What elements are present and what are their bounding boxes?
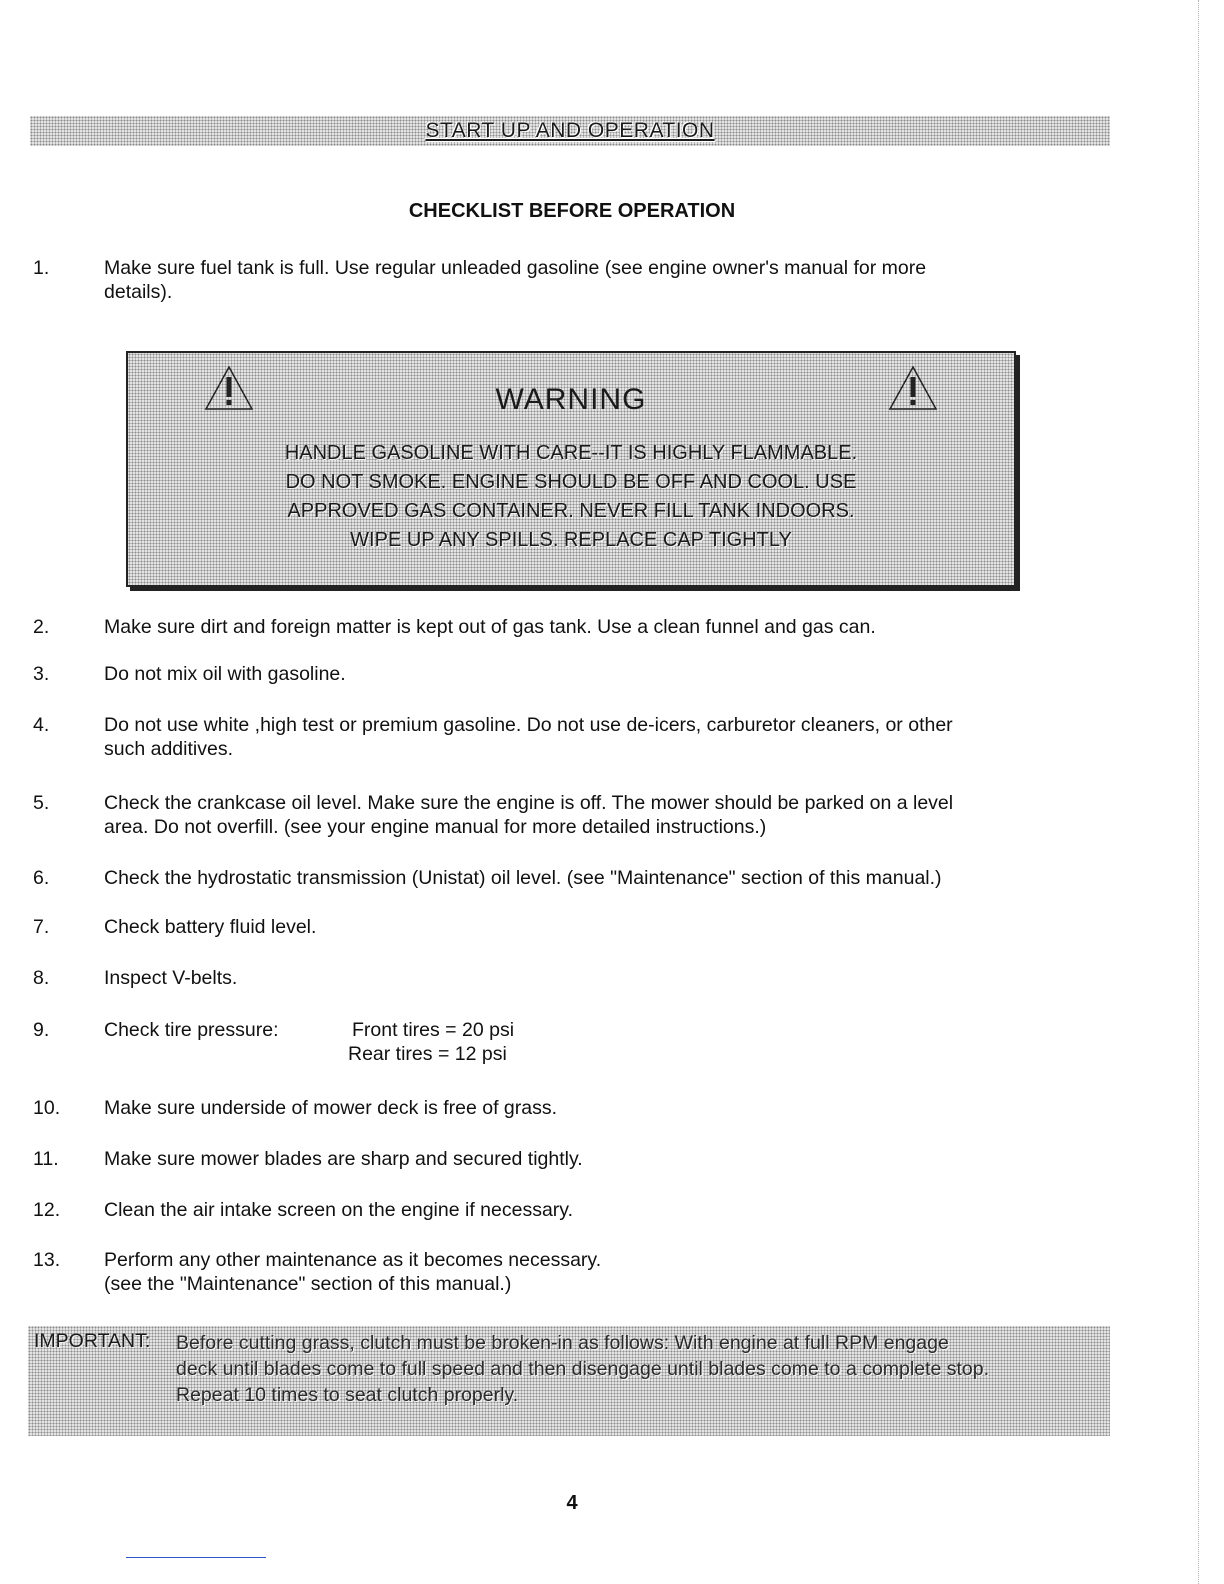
item-text [104,713,1104,761]
checklist-item-9 [0,1018,1200,1070]
section-header-bar [30,116,1110,146]
item-number: 13. [33,1249,61,1271]
checklist-heading: CHECKLIST BEFORE OPERATION [408,200,736,222]
item-number: 6. [33,867,50,889]
warning-line: WIPE UP ANY SPILLS. REPLACE CAP TIGHTLY [350,529,792,551]
item-line: Make sure underside of mower deck is free of grass. [104,1097,558,1119]
item-number: 2. [33,616,50,638]
item-line: Check battery fluid level. [104,916,317,938]
important-line: Before cutting grass, clutch must be broken-in as follows: With engine at full RPM engage [176,1332,949,1354]
item-line: Do not mix oil with gasoline. [104,663,346,685]
item-number: 5. [33,792,50,814]
item-line: Do not use white ,high test or premium gasoline. Do not use de-icers, carburetor cleaners, or other [104,714,953,736]
item-line: such additives. [104,738,233,760]
important-line: Repeat 10 times to seat clutch properly. [176,1384,519,1406]
warning-triangle-icon [888,365,938,411]
item-number: 4. [33,714,50,736]
item-text [104,1096,1104,1120]
section-title: START UP AND OPERATION [425,119,715,142]
item-text [104,866,1104,890]
item-line: Make sure fuel tank is full. Use regular unleaded gasoline (see engine owner's manual for more [104,257,927,279]
item-line: Inspect V-belts. [104,967,238,989]
item-number: 12. [33,1199,61,1221]
tire-pressure-values [348,1018,514,1066]
item-number: 7. [33,916,50,938]
item-text [104,966,1104,990]
tire-pressure-label: Check tire pressure: [104,1019,279,1041]
item-number: 11. [33,1148,59,1170]
item-line: Make sure dirt and foreign matter is kept out of gas tank. Use a clean funnel and gas can. [104,616,876,638]
important-label: IMPORTANT: [34,1330,151,1352]
rear-tire-pressure: Rear tires = 12 psi [348,1043,507,1065]
item-text [104,791,1104,839]
warning-line: APPROVED GAS CONTAINER. NEVER FILL TANK INDOORS. [287,500,855,522]
warning-title: WARNING [495,383,647,416]
important-text [176,1330,1106,1408]
item-number: 10. [33,1097,61,1119]
item-text [104,915,1104,939]
item-line: Clean the air intake screen on the engine if necessary. [104,1199,573,1221]
item-text [104,1198,1104,1222]
item-text [104,1248,1104,1296]
item-number: 1. [33,257,50,279]
item-text [104,256,1104,304]
warning-text [128,439,1014,555]
item-text [104,615,1104,639]
item-text [104,662,1104,686]
item-line: Make sure mower blades are sharp and secured tightly. [104,1148,583,1170]
warning-line: HANDLE GASOLINE WITH CARE--IT IS HIGHLY FLAMMABLE. [284,442,858,464]
item-line: Check the crankcase oil level. Make sure the engine is off. The mower should be parked on a level [104,792,954,814]
page-number: 4 [566,1492,578,1514]
item-line: area. Do not overfill. (see your engine manual for more detailed instructions.) [104,816,767,838]
item-number: 9. [33,1019,50,1041]
footer-rule [126,1557,266,1558]
item-text [104,1147,1104,1171]
important-line: deck until blades come to full speed and then disengage until blades come to a complete stop. [176,1358,990,1380]
item-number: 8. [33,967,50,989]
item-line: (see the "Maintenance" section of this manual.) [104,1273,512,1295]
important-notice [28,1326,1110,1436]
item-number: 3. [33,663,50,685]
item-line: Check the hydrostatic transmission (Unistat) oil level. (see "Maintenance" section of this manual.) [104,867,942,889]
page-edge-rule [1198,0,1199,1584]
item-line: details). [104,281,173,303]
warning-box [126,351,1016,587]
item-line: Perform any other maintenance as it becomes necessary. [104,1249,602,1271]
front-tire-pressure: Front tires = 20 psi [352,1019,515,1041]
warning-line: DO NOT SMOKE. ENGINE SHOULD BE OFF AND COOL. USE [285,471,857,493]
